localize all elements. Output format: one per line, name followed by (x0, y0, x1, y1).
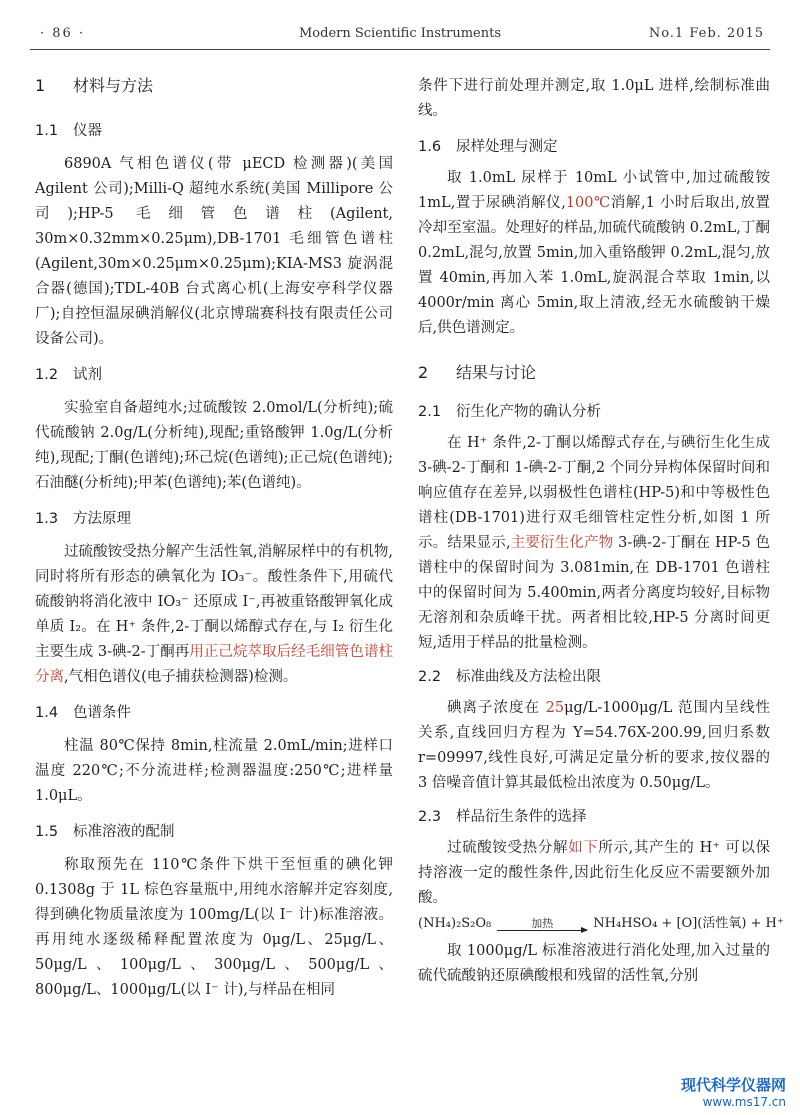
paragraph: 柱温 80℃保持 8min,柱流量 2.0mL/min;进样口温度 220℃;不分流进样;检测器温度:250℃;进样量 1.0μL。 (35, 738, 393, 804)
arrow-condition: 加热 (531, 916, 554, 930)
paragraph: 过硫酸铵受热分解产生活性氧,消解尿样中的有机物,同时将所有形态的碘氧化为 IO₃⁻。酸性条件下,用硫代硫酸钠将消化液中 IO₃⁻ 还原成 I⁻,再被重铬酸钾氧化成单质 I₂。在 H⁺ 条件,2-丁酮以烯醇式存在,与 I₂ 衍生化主要生成 3-碘-2-丁酮再用正己烷萃取后经毛细管色谱柱分离,气相色谱仪(电子捕获检测器)检测。 (35, 544, 393, 685)
subsection-heading: 2.2 标准曲线及方法检出限 (418, 669, 601, 685)
section-heading: 1 材料与方法 (35, 76, 154, 95)
subsection-heading: 2.3 样品衍生条件的选择 (418, 809, 587, 825)
subsection-heading: 1.3 方法原理 (35, 511, 131, 527)
paragraph: 条件下进行前处理并测定,取 1.0μL 进样,绘制标准曲线。 (418, 78, 770, 119)
subsection-heading: 1.4 色谱条件 (35, 705, 131, 721)
page-number: · 86 · (40, 26, 86, 41)
arrow-icon (497, 930, 587, 931)
subsection-heading: 1.6 尿样处理与测定 (418, 139, 558, 155)
paragraph: 碘离子浓度在 25μg/L-1000μg/L 范围内呈线性关系,直线回归方程为 Y=54.76X-200.99,回归系数 r=09997,线性良好,可满足定量分析的要求,按仪器的 3 倍噪音值计算其最低检出浓度为 0.50μg/L。 (418, 700, 770, 791)
watermark-title: 现代科学仪器网 (680, 1076, 786, 1094)
subsection-heading: 1.5 标准溶液的配制 (35, 824, 175, 840)
watermark-logo (681, 1074, 786, 1109)
paragraph: 称取预先在 110℃条件下烘干至恒重的碘化钾 0.1308g 于 1L 棕色容量瓶中,用纯水溶解并定容刻度,得到碘化物质量浓度为 100mg/L(以 I⁻ 计)标准溶液。再用纯水逐级稀释配置浓度为 0μg/L、25μg/L、50μg/L、100μg/L、300μg/L、500μg/L、800μg/L、1000μg/L(以 I⁻ 计),与样品在相同 (35, 857, 393, 998)
paragraph: 6890A 气相色谱仪(带 μECD 检测器)(美国 Agilent 公司);Milli-Q 超纯水系统(美国 Millipore 公司);HP-5 毛细管色谱柱(Agilent, 30m×0.32mm×0.25μm),DB-1701 毛细管色谱柱(Agilent,30m×0.25μm×0.25μm);KIA-MS3 旋涡混合器(德国);TDL-40B 台式离心机(上海安亭科学仪器厂);自控恒温尿碘消解仪(北京博瑞赛科技有限责任公司设备公司)。 (35, 156, 393, 347)
issue-info: No.1 Feb. 2015 (648, 26, 764, 41)
paragraph: 取 1000μg/L 标准溶液进行消化处理,加入过量的硫代硫酸钠还原碘酸根和残留的活性氧,分别 (418, 943, 770, 984)
highlighted-text: 100℃ (565, 195, 611, 211)
journal-name: Modern Scientific Instruments (298, 26, 502, 41)
page-header (30, 26, 770, 48)
paragraph: 实验室自备超纯水;过硫酸铵 2.0mol/L(分析纯);硫代硫酸钠 2.0g/L(分析纯),现配;重铬酸钾 1.0g/L(分析纯),现配;丁酮(色谱纯);环己烷(色谱纯);正己烷(色谱纯);石油醚(分析纯);甲苯(色谱纯);苯(色谱纯)。 (35, 400, 393, 491)
highlighted-text: 用正己烷萃取后经毛细管色谱柱分离 (35, 644, 393, 685)
highlighted-text: 如下 (568, 840, 599, 856)
subsection-heading: 2.1 衍生化产物的确认分析 (418, 404, 601, 420)
paragraph: 过硫酸铵受热分解如下所示,其产生的 H⁺ 可以保持溶液一定的酸性条件,因此衍生化反应不需要额外加酸。 (418, 840, 770, 906)
paragraph: 取 1.0mL 尿样于 10mL 小试管中,加过硫酸铵 1mL,置于尿碘消解仪,100℃消解,1 小时后取出,放置冷却至室温。处理好的样品,加硫代硫酸钠 0.2mL,丁酮 0.2mL,混匀,放置 5min,加入重铬酸钾 0.2mL,混匀,放置 40min,再加入苯 1.0mL,旋涡混合萃取 1min,以 4000r/min 离心 5min,取上清液,经无水硫酸钠干燥后,供色谱测定。 (418, 170, 770, 336)
equation-products: NH₄HSO₄ + [O](活性氧) + H⁺ (593, 916, 784, 931)
reaction-arrow (497, 918, 587, 931)
subsection-heading: 1.1 仪器 (35, 123, 102, 139)
highlighted-text: 主要衍生化产物 (510, 535, 614, 551)
left-column (35, 60, 393, 1115)
highlighted-text: 25 (545, 700, 565, 716)
paragraph: 在 H⁺ 条件,2-丁酮以烯醇式存在,与碘衍生化生成 3-碘-2-丁酮和 1-碘-2-丁酮,2 个同分异构体保留时间和响应值存在差异,以弱极性色谱柱(HP-5)和中等极性色谱柱(DB-1701)进行双毛细管柱定性分析,如图 1 所示。结果显示,主要衍生化产物 3-碘-2-丁酮在 HP-5 色谱柱中的保留时间为 3.081min,在 DB-1701 色谱柱中的保留时间为 5.400min,两者分离度均较好,目标物无溶剂和杂质峰干扰。两者相比较,HP-5 分离时间更短,适用于样品的批量检测。 (418, 435, 771, 651)
subsection-heading: 1.2 试剂 (35, 367, 102, 383)
watermark-url: www.ms17.cn (702, 1095, 786, 1109)
right-column (418, 60, 784, 1115)
equation-reactant: (NH₄)₂S₂O₈ (418, 916, 492, 931)
section-heading: 2 结果与讨论 (418, 363, 537, 382)
header-rule (30, 49, 770, 50)
chemical-equation (418, 913, 784, 935)
